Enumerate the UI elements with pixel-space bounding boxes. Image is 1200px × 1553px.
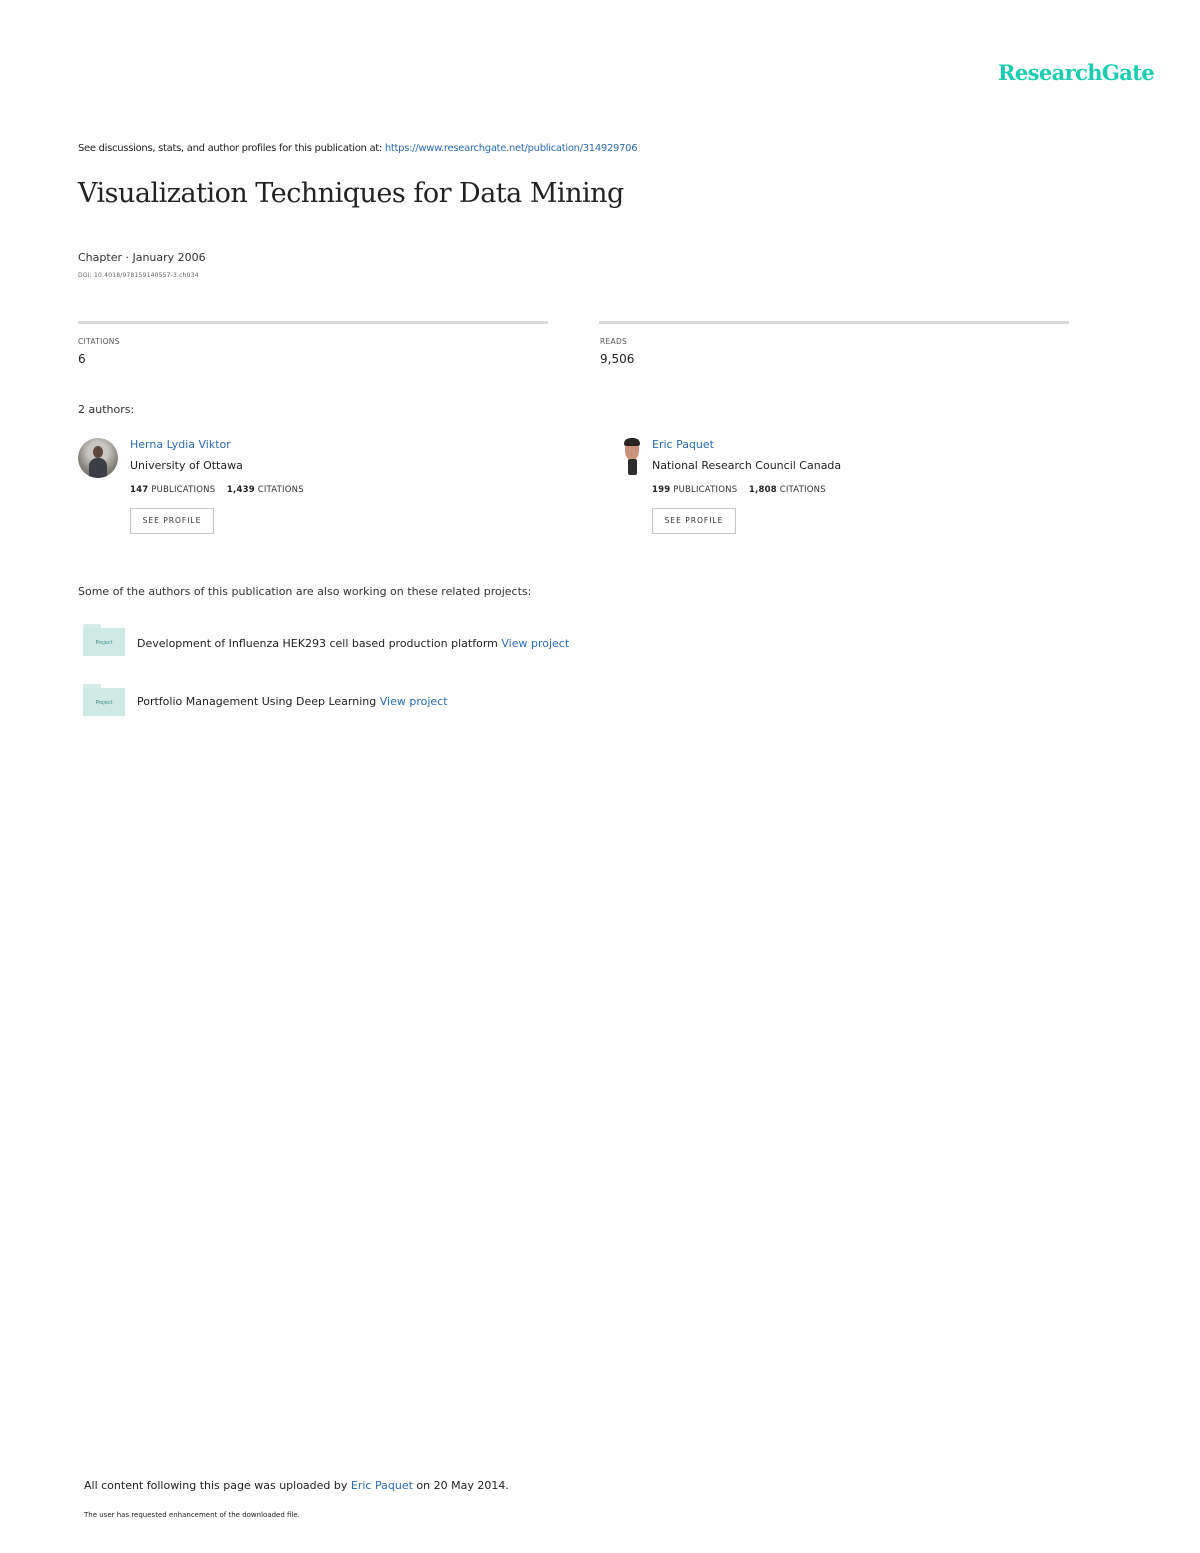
author-publications-count: 199	[652, 485, 671, 495]
project-folder-icon	[83, 624, 125, 656]
publication-link-line	[78, 143, 637, 154]
author-citations-label: CITATIONS	[257, 485, 304, 495]
project-title: Development of Influenza HEK293 cell based production platform	[137, 637, 498, 650]
reads-value: 9,506	[600, 352, 635, 366]
author-name-link[interactable]: Herna Lydia Viktor	[130, 438, 231, 451]
author-citations-label: CITATIONS	[779, 485, 826, 495]
author-name-link[interactable]: Eric Paquet	[652, 438, 714, 451]
project-icon-label: Project	[95, 640, 113, 646]
author-institution: National Research Council Canada	[652, 459, 842, 472]
author-stats	[652, 485, 826, 495]
see-profile-button[interactable]: SEE PROFILE	[130, 508, 214, 534]
author-publications-count: 147	[130, 485, 149, 495]
project-icon-label: Project	[95, 700, 113, 706]
uploader-link[interactable]: Eric Paquet	[350, 1479, 413, 1492]
intro-prefix: See discussions, stats, and author profiles for this publication at:	[78, 143, 382, 154]
author-stats	[130, 485, 304, 495]
author-institution: University of Ottawa	[130, 459, 243, 472]
view-project-link[interactable]: View project	[379, 695, 448, 708]
citations-value: 6	[78, 352, 86, 366]
authors-count: 2 authors:	[78, 403, 135, 416]
publication-meta: Chapter · January 2006	[78, 251, 206, 264]
enhancement-note: The user has requested enhancement of the downloaded file.	[84, 1511, 300, 1519]
publication-doi: DOI: 10.4018/978159140557-3.ch034	[78, 272, 199, 279]
researchgate-logo[interactable]: ResearchGate	[998, 60, 1155, 85]
view-project-link[interactable]: View project	[501, 637, 570, 650]
project-folder-icon	[83, 684, 125, 716]
project-item	[137, 637, 569, 650]
upload-suffix: on 20 May 2014.	[416, 1479, 509, 1492]
publication-url-link[interactable]: https://www.researchgate.net/publication/314929706	[384, 143, 638, 154]
publication-title: Visualization Techniques for Data Mining	[78, 178, 624, 209]
author-avatar[interactable]	[78, 438, 118, 478]
author-publications-label: PUBLICATIONS	[673, 485, 738, 495]
citations-label: CITATIONS	[78, 337, 120, 346]
author-publications-label: PUBLICATIONS	[151, 485, 216, 495]
upload-prefix: All content following this page was uploaded by	[84, 1479, 348, 1492]
author-citations-count: 1,439	[226, 485, 255, 495]
author-avatar[interactable]	[621, 438, 643, 478]
project-item	[137, 695, 448, 708]
author-citations-count: 1,808	[748, 485, 777, 495]
reads-label: READS	[600, 337, 628, 346]
projects-intro: Some of the authors of this publication are also working on these related projects:	[78, 585, 532, 598]
reads-divider	[599, 321, 1069, 324]
upload-note	[84, 1479, 509, 1492]
project-title: Portfolio Management Using Deep Learning	[137, 695, 377, 708]
see-profile-button[interactable]: SEE PROFILE	[652, 508, 736, 534]
citations-divider	[78, 321, 548, 324]
